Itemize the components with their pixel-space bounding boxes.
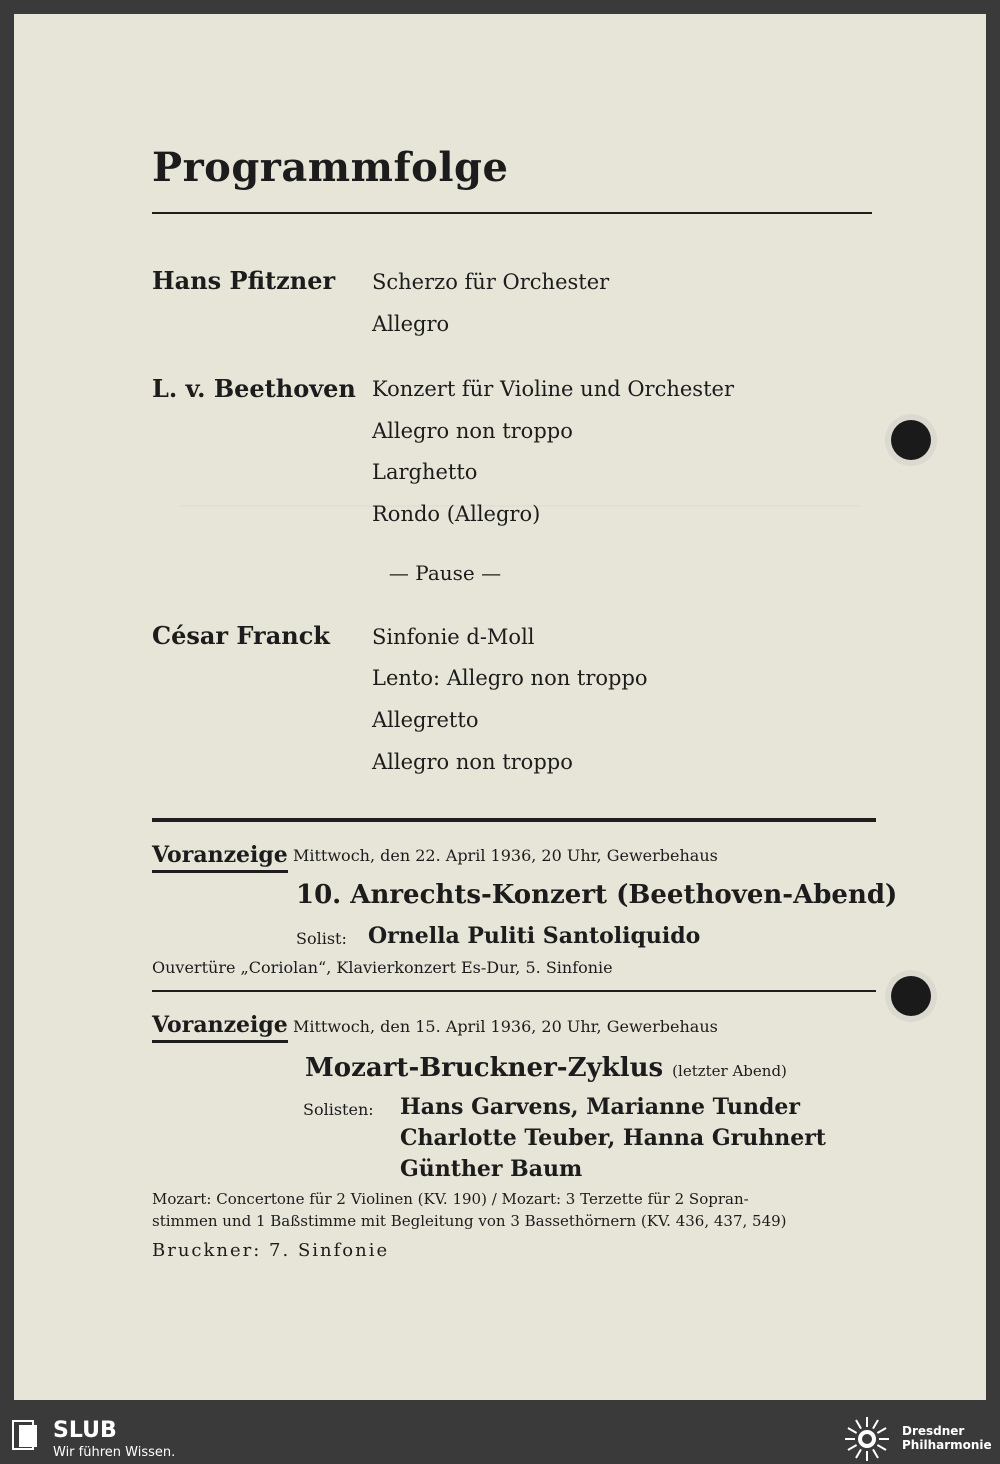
announcement-program: Ouvertüre „Coriolan“, Klavierkonzert Es-Dur, 5. Sinfonie (152, 958, 613, 977)
soloist-name: Günther Baum (400, 1156, 583, 1182)
work-title: Scherzo für Orchester (372, 270, 610, 294)
orchestra-name (902, 1424, 992, 1452)
announcement-program: Mozart: Concertone für 2 Violinen (KV. 190) / Mozart: 3 Terzette für 2 Sopran- (152, 1190, 749, 1208)
movement: Allegro (372, 312, 450, 336)
orchestra-name-line2: Philharmonie (902, 1438, 992, 1452)
slub-logo-icon (12, 1419, 40, 1451)
movement: Allegro non troppo (372, 419, 573, 443)
announcement-label: Voranzeige (152, 1012, 288, 1043)
orchestra-logo-icon (842, 1416, 892, 1462)
composer-name: César Franck (152, 621, 330, 650)
soloist-label: Solist: (296, 929, 347, 948)
punch-hole (891, 976, 931, 1016)
soloist-name: Charlotte Teuber, Hanna Gruhnert (400, 1125, 826, 1151)
section-divider (152, 818, 876, 822)
announcement-program: stimmen und 1 Baßstimme mit Begleitung von 3 Bassethörnern (KV. 436, 437, 549) (152, 1212, 787, 1230)
library-name: SLUB (53, 1418, 117, 1443)
composer-name: L. v. Beethoven (152, 374, 356, 403)
movement: Allegro non troppo (372, 750, 573, 774)
work-title: Sinfonie d-Moll (372, 625, 535, 649)
announcement-date: Mittwoch, den 15. April 1936, 20 Uhr, Gewerbehaus (293, 1017, 718, 1036)
composer-name: Hans Pfitzner (152, 266, 336, 295)
announcement-date: Mittwoch, den 22. April 1936, 20 Uhr, Gewerbehaus (293, 846, 718, 865)
movement: Rondo (Allegro) (372, 502, 541, 526)
announcement-divider (152, 990, 876, 992)
soloist-name: Ornella Puliti Santoliquido (368, 923, 701, 949)
concert-note: (letzter Abend) (672, 1062, 787, 1080)
announcement-concert-title (305, 1053, 787, 1083)
intermission: — Pause — (388, 561, 502, 585)
title-divider (152, 212, 872, 214)
punch-hole (891, 420, 931, 460)
movement: Lento: Allegro non troppo (372, 666, 648, 690)
announcement-program: Bruckner: 7. Sinfonie (152, 1240, 390, 1261)
soloist-name: Hans Garvens, Marianne Tunder (400, 1094, 800, 1120)
library-tagline: Wir führen Wissen. (53, 1445, 176, 1460)
work-title: Konzert für Violine und Orchester (372, 377, 734, 401)
soloists-label: Solisten: (303, 1100, 374, 1119)
concert-name: Mozart-Bruckner-Zyklus (305, 1053, 664, 1083)
movement: Larghetto (372, 460, 478, 484)
footer-bar (0, 1414, 1000, 1464)
orchestra-name-line1: Dresdner (902, 1424, 965, 1438)
page-title: Programmfolge (152, 144, 509, 191)
announcement-label: Voranzeige (152, 842, 288, 873)
movement: Allegretto (372, 708, 479, 732)
announcement-concert-title: 10. Anrechts-Konzert (Beethoven-Abend) (296, 880, 898, 910)
